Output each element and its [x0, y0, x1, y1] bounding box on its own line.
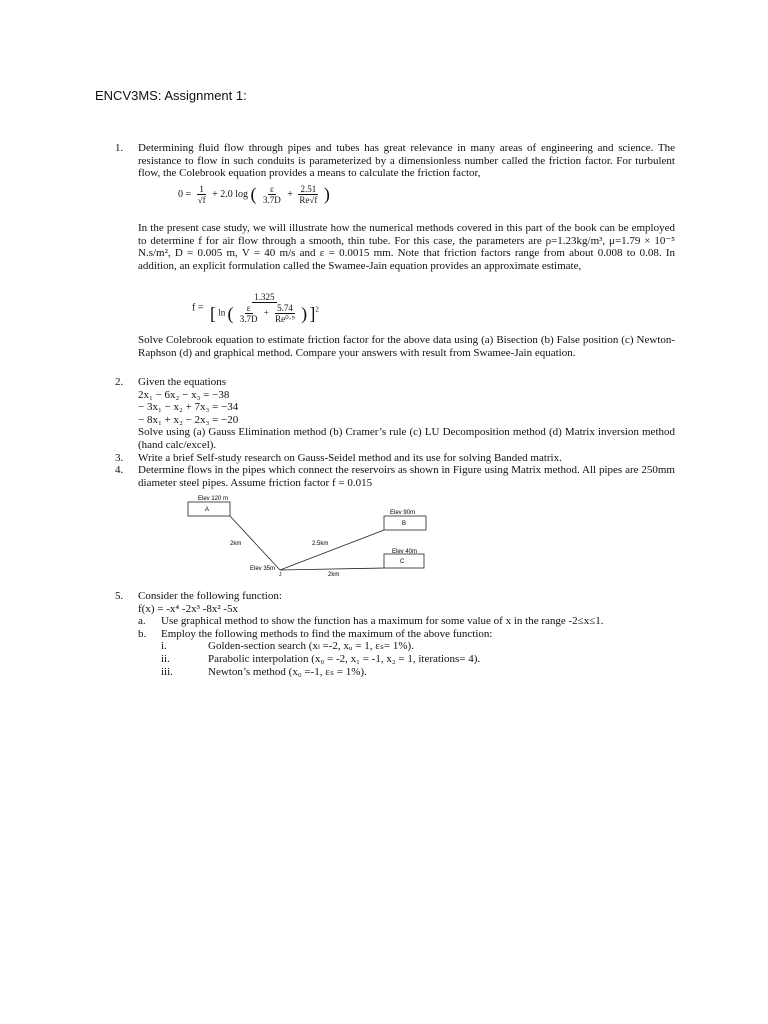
colebrook-3-7d: 3.7D — [263, 195, 281, 205]
question-5 — [115, 590, 675, 678]
swamee-plus: + — [263, 307, 269, 318]
swamee-ln: ln — [218, 307, 226, 318]
q2-equation-2: − 3x₁ − x₂ + 7x₃ = −34 — [138, 401, 239, 414]
q1-intro: Determining fluid flow through pipes and tubes has great relevance in many areas of engineering and science. The resistance to flow in such conduits is parameterized by a dimensionless number called the friction factor. For turbulent flow, the Colebrook equation provides a means to calculate the friction factor, — [138, 142, 675, 180]
roman-label: iii. — [161, 665, 173, 678]
q4-text: Determine flows in the pipes which connect the reservoirs as shown in Figure using Matrix method. All pipes are 250mm diameter steel pipes. Assume friction factor f = 0.015 — [138, 464, 675, 489]
swamee-re-0-9: Re⁰·⁹ — [275, 314, 295, 324]
question-4 — [115, 464, 675, 489]
elev-b-label: Elev 90m — [390, 510, 416, 516]
q5-lead: Consider the following function: — [138, 590, 282, 602]
q5-part-b-iii-text: Newton’s method (x₀ =-1, εₛ = 1%). — [208, 665, 367, 678]
pipe-bj-length: 2.5km — [312, 541, 329, 547]
q5-part-b — [138, 628, 675, 641]
pipe-cj — [280, 568, 384, 570]
q5-part-b-ii-text: Parabolic interpolation (x₀ = -2, x₁ = -1, x₂ = 1, iterations= 4). — [208, 652, 481, 665]
reservoir-b-label: B — [402, 521, 407, 527]
pipe-bj — [280, 530, 384, 570]
q2-equation-3: − 8x₁ + x₂ − 2x₃ = −20 — [138, 413, 239, 426]
colebrook-equation: 0 = $\frac{1}{√f}$ + 2.0 log ( $\frac{\varepsilon}{3.7D}$ + $\frac{2.51}{Re√f}$ ) — [178, 184, 330, 205]
q5-part-b-ii — [138, 653, 675, 666]
colebrook-sqrt-f: √f — [197, 195, 206, 205]
roman-label: ii. — [161, 652, 170, 665]
part-label: a. — [138, 615, 146, 628]
q2-lead: Given the equations — [138, 376, 226, 388]
colebrook-2-51: 2.51 — [300, 184, 317, 194]
pipe-aj-length: 2km — [230, 541, 242, 547]
q1-solve — [115, 334, 675, 359]
swamee-5-74: 5.74 — [277, 303, 293, 313]
question-number: 5. — [115, 590, 124, 602]
reservoir-c-label: C — [400, 559, 405, 565]
question-3 — [115, 452, 675, 465]
q2-solve-text: Solve using (a) Gauss Elimination method (b) Cramer’s rule (c) LU Decomposition method (d) Matrix inversion method (hand calc/excel). — [138, 426, 675, 451]
swamee-numerator: 1.325 — [254, 292, 275, 302]
elev-c-label: Elev 40m — [392, 549, 418, 555]
q5-part-b-text: Employ the following methods to find the maximum of the above function: — [161, 627, 493, 640]
q1-solve-text: Solve Colebrook equation to estimate friction factor for the above data using (a) Bisection (b) False position (c) Newton-Raphson (d) and graphical method. Compare your answers with result from Swamee-Jain equation. — [138, 334, 675, 359]
q5-part-b-i — [138, 640, 675, 653]
colebrook-log-term: + 2.0 log — [212, 188, 248, 200]
colebrook-one: 1 — [199, 184, 204, 194]
junction-label: J — [279, 572, 282, 578]
colebrook-plus: + — [287, 188, 293, 200]
q5-part-a — [138, 615, 675, 628]
question-number: 4. — [115, 464, 124, 476]
q2-equation-1: 2x₁ − 6x₂ − x₃ = −38 — [138, 388, 230, 401]
q5-part-b-i-text: Golden-section search (xₗ =-2, xᵤ = 1, εₛ= 1%). — [208, 640, 414, 653]
question-2 — [115, 376, 675, 452]
question-number: 3. — [115, 452, 124, 464]
junction-elev-label: Elev 35m — [250, 566, 276, 572]
q1-paragraph — [115, 222, 675, 272]
question-1 — [115, 142, 675, 180]
reservoir-pipe-diagram — [170, 492, 440, 582]
question-number: 1. — [115, 142, 124, 154]
swamee-3-7d: 3.7D — [239, 314, 258, 324]
q5-part-a-text: Use graphical method to show the function has a maximum for some value of x in the range -2≤x≤1. — [161, 615, 604, 628]
roman-label: i. — [161, 640, 167, 653]
colebrook-re-sqrt-f: Re√f — [299, 195, 318, 205]
elev-a-label: Elev 120 m — [198, 496, 229, 502]
q1-parameters-text: In the present case study, we will illustrate how the numerical methods covered in this part of the book can be employed to determine f for air flow through a smooth, thin tube. For this case, the parameters are ρ=1.23kg/m³, μ=1.79 × 10⁻⁵ N.s/m², D = 0.005 m, V = 40 m/s and ε = 0.0015 mm. Note that friction factors range from about 0.008 to 0.08. In addition, an explicit formulation called the Swamee-Jain equation provides an approximate estimate, — [138, 222, 675, 272]
q5-function: f(x) = -x⁴ -2x³ -8x² -5x — [138, 602, 239, 615]
q5-part-b-iii — [138, 666, 675, 679]
swamee-eps: ε — [246, 303, 251, 313]
swamee-square: 2 — [315, 305, 319, 314]
swamee-jain-equation: f = 1.325 [ ln ( $\frac{\varepsilon}{3.7D}$ + $\frac{5.74}{\text{Re⁰·⁹}}$ ) ]$^2$ — [192, 292, 319, 324]
colebrook-eps: ε — [269, 184, 274, 194]
swamee-lhs: f = — [192, 302, 204, 314]
question-number: 2. — [115, 376, 124, 388]
page-title: ENCV3MS: Assignment 1: — [95, 88, 247, 103]
part-label: b. — [138, 627, 147, 640]
pipe-cj-length: 2km — [328, 572, 340, 578]
q3-text: Write a brief Self-study research on Gauss-Seidel method and its use for solving Banded matrix. — [138, 452, 562, 464]
colebrook-lhs: 0 = — [178, 188, 192, 200]
reservoir-a-label: A — [205, 507, 210, 513]
